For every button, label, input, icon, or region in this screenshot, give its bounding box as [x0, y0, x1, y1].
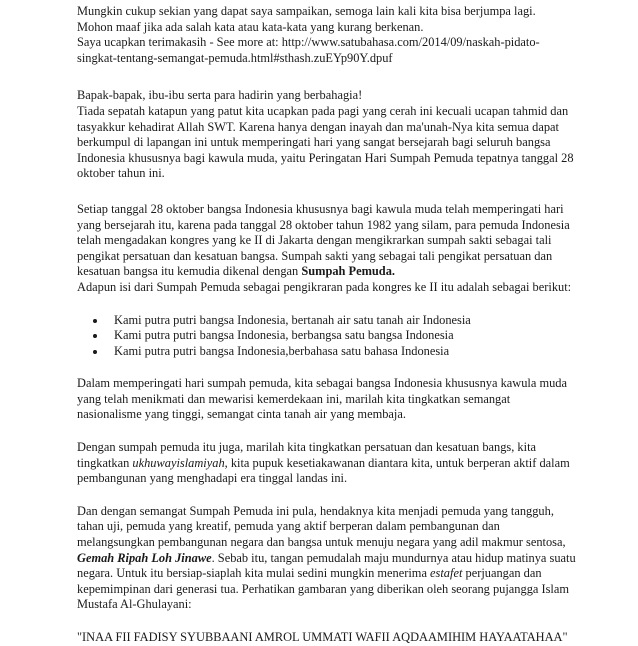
closing-line: Mungkin cukup sekian yang dapat saya sampaikan, semoga lain kali kita bisa berjumpa lagi.	[77, 4, 536, 18]
arabic-quote: "INAA FII FADISY SYUBBAANI AMROL UMMATI WAFII AQDAAMIHIM HAYAATAHAA"	[77, 630, 568, 644]
thanks-source-line: Saya ucapkan terimakasih - See more at: http://www.satubahasa.com/2014/09/naskah-pidato-singkat-tentang-semangat-pemuda.html#sthash.zuEYp90Y.dpuf	[77, 35, 540, 65]
history-text: Setiap tanggal 28 oktober bangsa Indonesia khususnya bagi kawula muda telah memperingati hari yang bersejarah itu, karena pada tanggal 28 oktober tahun 1982 yang silam, para pemuda Indonesia telah mengadakan kongres yang ke II di Jakarta dengan mengikrarkan sumpah sakti sebagai tali pengikat persatuan dan kesatuan bangsa. Sumpah sakti yang sebagai tali pengikat persatuan dan kesatuan bangsa itu kemudia dikenal dengan	[77, 201, 570, 279]
apology-line: Mohon maaf jika ada salah kata atau kata-kata yang kurang berkenan.	[77, 19, 424, 34]
unity-text-end: kita pupuk kesetiakawanan diantara kita, untuk berperan aktif dalam pembangunan yang menghadapi era tinggal landas ini.	[77, 455, 570, 486]
gemah-ripah-bold-italic: Gemah Ripah Loh Jinawe	[77, 550, 212, 565]
speech-text	[77, 4, 577, 646]
spirit-text-end: perjuangan dan kepemimpinan dari generasi tua. Perhatikan gambaran yang diberikan oleh seorang pujangga Islam Mustafa Al-Ghulayani:	[77, 566, 570, 612]
pledge-list	[77, 313, 577, 360]
greeting: Bapak-bapak, ibu-ibu serta para hadirin yang berbahagia!	[77, 88, 363, 103]
estafet-italic: estafet	[430, 566, 463, 581]
sumpah-pemuda-bold: Sumpah Pemuda.	[301, 264, 395, 279]
paragraph-spirit	[77, 504, 577, 613]
paragraph-unity	[77, 440, 577, 487]
paragraph-content-intro: Adapun isi dari Sumpah Pemuda sebagai pengikraran pada kongres ke II itu adalah sebagai berikut:	[77, 279, 572, 294]
pledge-item: Kami putra putri bangsa Indonesia, bertanah air satu tanah air Indonesia	[77, 313, 577, 329]
spirit-text-middle: . Sebab itu, tangan pemudalah maju mundurnya atau hidup matinya suatu negara. Untuk itu bersiap-siaplah kita mulai sedini mungkin menerima	[77, 550, 576, 581]
ukhuwah-italic: ukhuwayislamiyah,	[132, 455, 228, 470]
paragraph-history	[77, 202, 577, 280]
paragraph-commemorate: Dalam memperingati hari sumpah pemuda, kita sebagai bangsa Indonesia khususnya kawula muda yang telah menikmati dan mewarisi kemerdekaan ini, marilah kita tingkatkan semangat nasionalisme yang tinggi, semangat cinta tanah air yang membaja.	[77, 376, 567, 422]
spirit-text-start: Dan dengan semangat Sumpah Pemuda ini pula, hendaknya kita menjadi pemuda yang tangguh, tahan uji, pemuda yang kreatif, pemuda yang aktif berperan dalam pembangunan dan melangsungkan pembangunan negara dan bangsa untuk menuju negara yang adil makmur sentosa,	[77, 503, 566, 550]
unity-text-start: Dengan sumpah pemuda itu juga, marilah kita tingkatkan persatuan dan kesatuan bangs, kita tingkatkan	[77, 440, 537, 470]
pledge-item: Kami putra putri bangsa Indonesia,berbahasa satu bahasa Indonesia	[77, 344, 577, 360]
pledge-item: Kami putra putri bangsa Indonesia, berbangsa satu bangsa Indonesia	[77, 328, 577, 344]
paragraph-opening: Tiada sepatah katapun yang patut kita ucapkan pada pagi yang cerah ini kecuali ucapan tahmid dan tasyakkur kehadirat Allah SWT. Karena hanya dengan inayah dan ma'unah-Nya kita semua dapat berkumpul di lapangan ini untuk memperingati hari yang sangat bersejarah bagi seluruh bangsa Indonesia khususnya bagi kawula muda, yaitu Peringatan Hari Sumpah Pemuda tepatnya tanggal 28 oktober tahun ini.	[77, 103, 574, 181]
